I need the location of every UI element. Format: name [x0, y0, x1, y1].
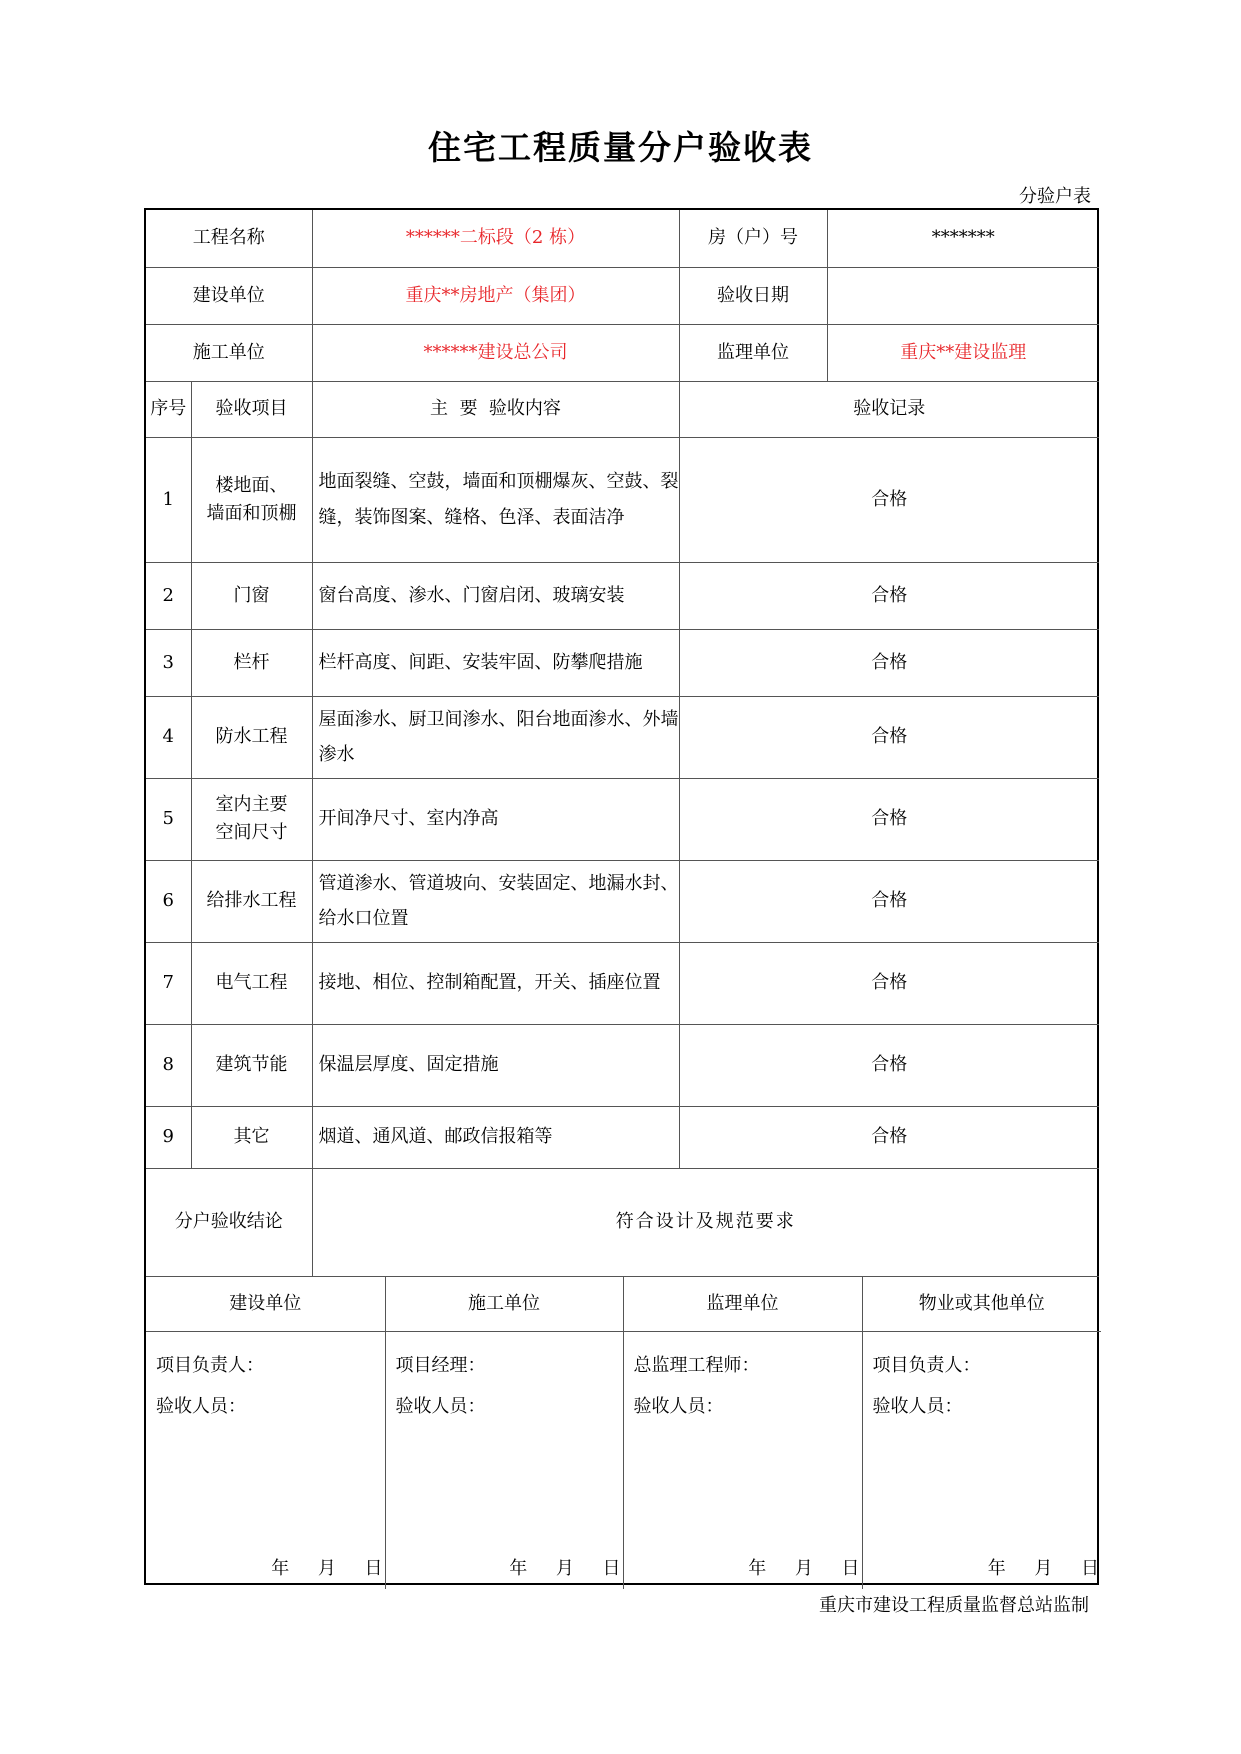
sig-unit-builder: 建设单位	[146, 1277, 385, 1332]
item-record: 合格	[679, 1024, 1099, 1106]
item-name: 楼地面、 墙面和顶棚	[191, 437, 312, 562]
conclusion-value: 符合设计及规范要求	[312, 1168, 1099, 1276]
sig-staff: 验收人员：	[872, 1396, 963, 1417]
supervisor-value: 重庆**建设监理	[827, 324, 1099, 381]
item-content: 开间净尺寸、室内净高	[312, 778, 679, 860]
builder-label: 建设单位	[146, 267, 312, 324]
item-no: 3	[146, 629, 191, 696]
sig-staff: 验收人员：	[633, 1396, 724, 1417]
item-content: 屋面渗水、厨卫间渗水、阳台地面渗水、外墙渗水	[312, 696, 679, 778]
sig-role: 项目负责人：	[872, 1355, 981, 1376]
table-row	[146, 629, 1099, 696]
item-name: 其它	[191, 1106, 312, 1168]
sig-date: 年 月 日	[748, 1557, 860, 1579]
sig-box-supervisor	[623, 1332, 862, 1589]
item-record: 合格	[679, 778, 1099, 860]
room-number-label: 房（户）号	[679, 210, 827, 267]
header-item: 验收项目	[191, 381, 312, 437]
item-name: 防水工程	[191, 696, 312, 778]
item-name: 门窗	[191, 562, 312, 629]
item-record: 合格	[679, 696, 1099, 778]
sig-date: 年 月 日	[271, 1557, 383, 1579]
signature-table	[146, 1277, 1101, 1589]
contractor-value: ******建设总公司	[312, 324, 679, 381]
table-row	[146, 1106, 1099, 1168]
item-no: 8	[146, 1024, 191, 1106]
item-content: 地面裂缝、空鼓，墙面和顶棚爆灰、空鼓、裂缝，装饰图案、缝格、色泽、表面洁净	[312, 437, 679, 562]
item-name: 栏杆	[191, 629, 312, 696]
item-record: 合格	[679, 562, 1099, 629]
acceptance-form	[144, 208, 1099, 1585]
project-name-value: ******二标段（2 栋）	[312, 210, 679, 267]
item-content: 栏杆高度、间距、安装牢固、防攀爬措施	[312, 629, 679, 696]
item-name: 室内主要 空间尺寸	[191, 778, 312, 860]
header-content: 主 要 验收内容	[312, 381, 679, 437]
form-code: 分验户表	[1019, 186, 1091, 207]
item-record: 合格	[679, 1106, 1099, 1168]
item-content: 烟道、通风道、邮政信报箱等	[312, 1106, 679, 1168]
item-name: 给排水工程	[191, 860, 312, 942]
item-no: 5	[146, 778, 191, 860]
sig-unit-property: 物业或其他单位	[862, 1277, 1101, 1332]
sig-box-contractor	[385, 1332, 623, 1589]
footer-note: 重庆市建设工程质量监督总站监制	[819, 1595, 1089, 1616]
table-row	[146, 562, 1099, 629]
item-content: 窗台高度、渗水、门窗启闭、玻璃安装	[312, 562, 679, 629]
item-no: 4	[146, 696, 191, 778]
table-row	[146, 1024, 1099, 1106]
header-no: 序号	[146, 381, 191, 437]
table-row	[146, 437, 1099, 562]
header-record: 验收记录	[679, 381, 1099, 437]
item-content: 管道渗水、管道坡向、安装固定、地漏水封、给水口位置	[312, 860, 679, 942]
sig-unit-contractor: 施工单位	[385, 1277, 623, 1332]
item-content: 保温层厚度、固定措施	[312, 1024, 679, 1106]
table-row	[146, 778, 1099, 860]
conclusion-label: 分户验收结论	[146, 1168, 312, 1276]
builder-value: 重庆**房地产（集团）	[312, 267, 679, 324]
sig-date: 年 月 日	[987, 1557, 1099, 1579]
acceptance-date-value	[827, 267, 1099, 324]
table-row	[146, 942, 1099, 1024]
item-no: 6	[146, 860, 191, 942]
sig-staff: 验收人员：	[156, 1396, 246, 1417]
item-record: 合格	[679, 860, 1099, 942]
sig-date: 年 月 日	[509, 1557, 621, 1579]
item-no: 1	[146, 437, 191, 562]
sig-role: 总监理工程师：	[633, 1355, 760, 1376]
main-table	[146, 210, 1099, 1277]
sig-staff: 验收人员：	[395, 1396, 486, 1417]
contractor-label: 施工单位	[146, 324, 312, 381]
table-row	[146, 696, 1099, 778]
sig-role: 项目经理：	[395, 1355, 486, 1376]
sig-box-builder	[146, 1332, 385, 1589]
item-no: 2	[146, 562, 191, 629]
item-no: 9	[146, 1106, 191, 1168]
item-name: 建筑节能	[191, 1024, 312, 1106]
item-record: 合格	[679, 629, 1099, 696]
item-record: 合格	[679, 437, 1099, 562]
item-record: 合格	[679, 942, 1099, 1024]
project-name-label: 工程名称	[146, 210, 312, 267]
sig-unit-supervisor: 监理单位	[623, 1277, 862, 1332]
item-name: 电气工程	[191, 942, 312, 1024]
table-row	[146, 860, 1099, 942]
item-content: 接地、相位、控制箱配置，开关、插座位置	[312, 942, 679, 1024]
page-title: 住宅工程质量分户验收表	[428, 128, 813, 167]
sig-role: 项目负责人：	[156, 1355, 264, 1376]
sig-box-property	[862, 1332, 1101, 1589]
supervisor-label: 监理单位	[679, 324, 827, 381]
item-no: 7	[146, 942, 191, 1024]
acceptance-date-label: 验收日期	[679, 267, 827, 324]
room-number-value: *******	[827, 210, 1099, 267]
